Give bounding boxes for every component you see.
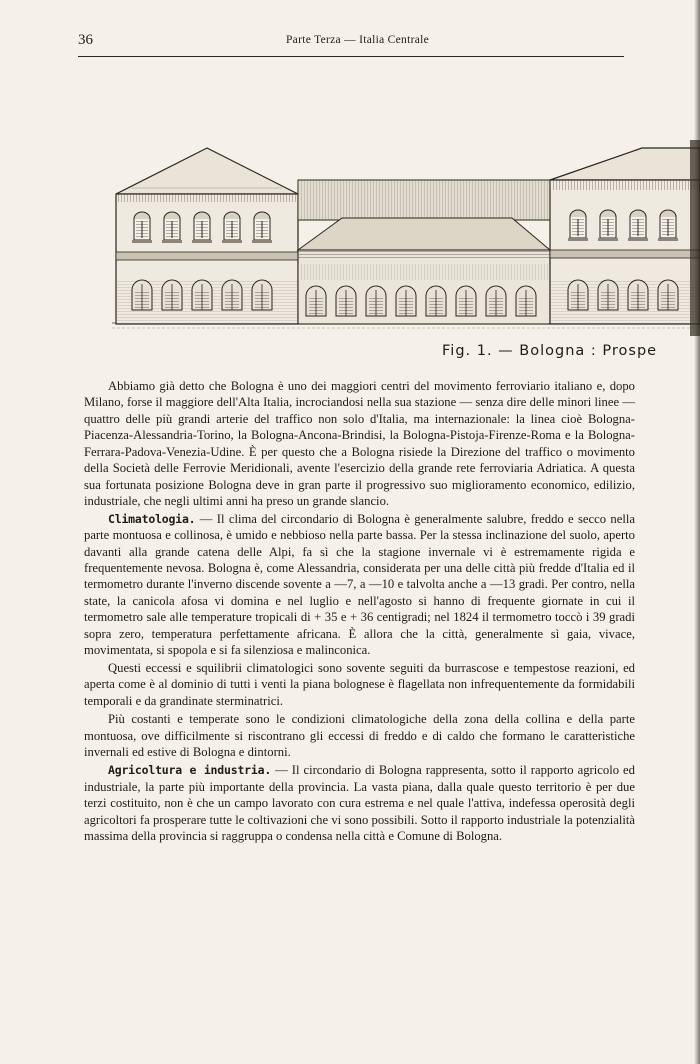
paragraph-reazioni: Questi eccessi e squilibrii climatologici sono sovente seguiti da burrascose e tempestose reazioni, ed aperta come è al dominio di tutti i venti la piana bolognese è flagellata non infrequentemente da formidabili temporali e da grandinate sterminatrici. [84, 660, 635, 708]
paragraph-collina: Più costanti e temperate sono le condizioni climatologiche della zona della collina e della parte montuosa, ove difficilmente si riscontrano gli eccessi di freddo e di caldo che formano le caratteristiche invernali ed estive di Bologna e dintorni. [84, 712, 635, 759]
figure-caption: Fig. 1. — Bologna : Prospe [442, 343, 658, 359]
page-number: 36 [78, 32, 93, 48]
running-head: Parte Terza — Italia Centrale [285, 34, 430, 46]
section-heading-agricoltura: Agricoltura e industria. [108, 763, 272, 778]
paragraph-climatologia [84, 511, 635, 659]
station-illustration [112, 140, 700, 336]
paragraph-railway: Abbiamo già detto che Bologna è uno dei maggiori centri del movimento ferroviario italiano e, dopo Milano, forse il maggiore dell'Alta Italia, incrociandosi nella sua stazione — senza dire delle minori linee — quattro delle più grandi arterie del traffico non solo d'Italia, ma internazionale: la linea cioè Bologna-Piacenza-Alessandria-Torino, la Bologna-Ancona-Brindisi, la Bologna-Pistoja-Firenze-Roma e la Bologna-Ferrara-Padova-Venezia-Udine. È per questo che a Bologna risiede la Direzione del traffico o movimento della Società delle Ferrovie Meridionali, avente l'esercizio della grande rete ferroviaria Adriatica. A questa sua fortunata posizione Bologna deve in gran parte il progressivo suo miglioramento economico, edilizio, industriale, che negli ultimi anni ha preso un grande slancio. [84, 379, 635, 509]
paragraph-agricoltura [84, 762, 635, 844]
header-rule [78, 56, 624, 57]
page-edge-shadow [694, 0, 700, 1064]
section-heading-climatologia: Climatologia. [108, 511, 196, 526]
body-text [84, 378, 635, 847]
paragraph-climatologia-text: — Il clima del circondario di Bologna è generalmente salubre, freddo e secco nella parte montuosa e collinosa, è umido e nebbioso nella parte bassa. Per la stessa inclinazione del suolo, aperto davanti alla grande catena delle Alpi, fa sì che la stagione invernale vi è estremamente rigida e frequentemente nevosa. Bologna è, come Alessandria, considerata per una delle città più fredde d'Italia ed il termometro durante l'inverno discende sovente a —7, a —10 e talvolta anche a —13 gradi. Per contro, nella state, la canicola afosa vi domina e nel luglio e nell'agosto si hanno di frequente giornate in cui il termometro sale alle temperature tropicali di + 35 e + 36 centigradi; nel 1824 il termometro toccò i 39 gradi sopra zero, temperatura perfettamente africana. È allora che la città, generalmente sì gaia, vivace, movimentata, si spopola e si fa silenziosa e malinconica. [84, 511, 635, 658]
paragraph-agricoltura-text: — Il circondario di Bologna rappresenta, sotto il rapporto agricolo ed industriale, la parte più importante della provincia. La vasta piana, dalla quale questo territorio è per due terzi costituito, non è che un campo lavorato con cura estrema e nel quale l'attiva, indefessa operosità degli agricoltori fa prosperare tutte le coltivazioni che vi sono possibili. Sotto il rapporto industriale la potenzialità massima della provincia si raggruppa o condensa nella città e Comune di Bologna. [84, 763, 635, 844]
